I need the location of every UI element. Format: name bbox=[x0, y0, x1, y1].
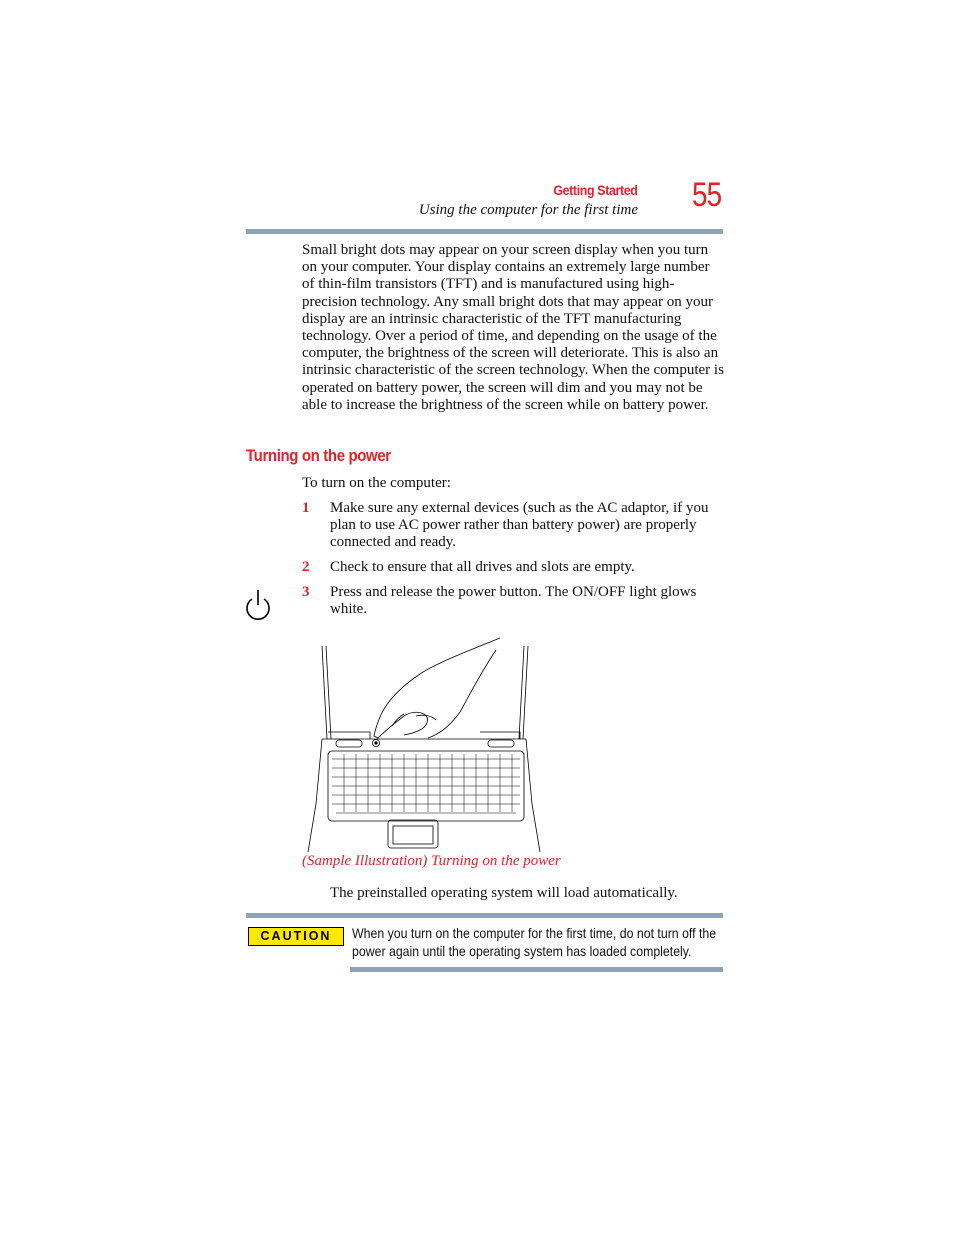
step-2 bbox=[302, 559, 724, 576]
power-icon bbox=[243, 587, 273, 621]
lead-text: To turn on the computer: bbox=[302, 475, 451, 491]
step-number: 3 bbox=[302, 584, 310, 600]
page-number: 55 bbox=[692, 176, 722, 214]
caution-badge: CAUTION bbox=[248, 927, 344, 946]
step-3 bbox=[302, 584, 724, 618]
section-heading: Turning on the power bbox=[246, 446, 391, 465]
intro-paragraph: Small bright dots may appear on your screen display when you turn on your computer. Your display contains an extremely large number of thin-film transistors (TFT) and is manufactured using high-precision technology. Any small bright dots that may appear on your display are an intrinsic characteristic of the TFT manufacturing technology. Over a period of time, and depending on the usage of the computer, the brightness of the screen will deteriorate. This is also an intrinsic characteristic of the screen technology. When the computer is operated on battery power, the screen will dim and you may not be able to increase the brightness of the screen while on battery power. bbox=[302, 242, 724, 413]
caution-text: When you turn on the computer for the first time, do not turn off the power again until the operating system has loaded completely. bbox=[352, 925, 717, 959]
after-figure-text: The preinstalled operating system will load automatically. bbox=[330, 885, 678, 901]
caution-bottom-rule bbox=[350, 967, 723, 972]
caution-top-rule bbox=[246, 913, 723, 918]
chapter-title: Getting Started bbox=[553, 183, 638, 198]
step-number: 1 bbox=[302, 500, 310, 516]
step-text: Make sure any external devices (such as the AC adaptor, if you plan to use AC power rather than battery power) are properly connected and ready. bbox=[330, 500, 709, 551]
figure-caption: (Sample Illustration) Turning on the power bbox=[302, 853, 561, 869]
step-1 bbox=[302, 500, 724, 552]
section-title: Using the computer for the first time bbox=[418, 202, 638, 218]
step-text: Press and release the power button. The ON/OFF light glows white. bbox=[330, 584, 697, 618]
header-rule bbox=[246, 229, 723, 234]
laptop-illustration bbox=[300, 634, 550, 854]
step-text: Check to ensure that all drives and slots are empty. bbox=[330, 559, 635, 575]
step-number: 2 bbox=[302, 559, 310, 575]
